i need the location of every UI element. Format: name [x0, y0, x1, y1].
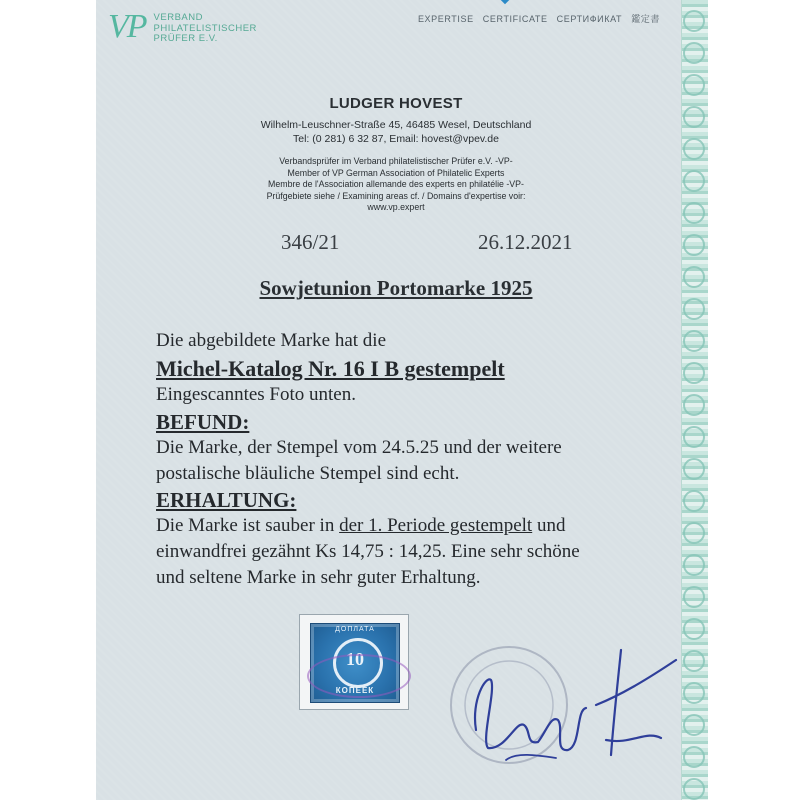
logo-line-1: VERBAND — [153, 12, 203, 23]
membership-block — [96, 156, 696, 214]
guilloche-ring — [683, 682, 705, 704]
subject-title: Sowjetunion Portomarke 1925 — [259, 276, 533, 300]
examiner-address: Wilhelm-Leuschner-Straße 45, 46485 Wesel, Deutschland — [260, 119, 532, 131]
guilloche-ring — [683, 426, 705, 448]
postage-due-stamp — [310, 623, 400, 703]
guilloche-ring — [683, 266, 705, 288]
cancellation-mark — [307, 654, 411, 698]
guilloche-ring — [683, 714, 705, 736]
guilloche-ring — [683, 618, 705, 640]
guilloche-ring — [683, 650, 705, 672]
logo-text — [154, 13, 257, 45]
guilloche-ring — [683, 74, 705, 96]
stamp-photo — [299, 614, 409, 710]
membership-line: Verbandsprüfer im Verband philatelistischer Prüfer e.V. -VP- — [279, 156, 513, 166]
guilloche-ring — [683, 554, 705, 576]
diamond-icon — [501, 0, 509, 4]
guilloche-ring — [683, 298, 705, 320]
certificate-date: 26.12.2021 — [478, 230, 573, 254]
erhaltung-line: einwandfrei gezähnt Ks 14,75 : 14,25. Eine sehr schöne — [156, 541, 580, 562]
guilloche-ring — [683, 490, 705, 512]
erhaltung-period: der 1. Periode gestempelt — [339, 515, 533, 536]
erhaltung-line — [156, 515, 565, 537]
handwritten-signature — [446, 620, 696, 780]
erhaltung-line: und seltene Marke in sehr guter Erhaltung. — [156, 567, 481, 588]
guilloche-ring — [683, 42, 705, 64]
stamp-label-bottom: КОПЕЕК — [335, 686, 375, 695]
guilloche-ring — [683, 746, 705, 768]
guilloche-ring — [683, 234, 705, 256]
examiner-contact: Tel: (0 281) 6 32 87, Email: hovest@vpev.de — [293, 133, 499, 145]
befund-line: Die Marke, der Stempel vom 24.5.25 und der weitere — [156, 437, 562, 458]
website-link[interactable]: www.vp.expert — [367, 202, 425, 213]
intro-text: Die abgebildete Marke hat die — [156, 330, 387, 351]
guilloche-ring — [683, 10, 705, 32]
erhaltung-text: und — [532, 515, 566, 536]
examiner-name: LUDGER HOVEST — [329, 95, 463, 112]
guilloche-ring — [683, 522, 705, 544]
guilloche-border — [681, 0, 708, 800]
catalog-number: Michel-Katalog Nr. 16 I B gestempelt — [156, 356, 505, 381]
guilloche-ring — [683, 106, 705, 128]
stamp-label-top: ДОПЛАТА — [335, 626, 375, 633]
membership-line: Member of VP German Association of Philatelic Experts — [287, 167, 505, 178]
membership-line: Membre de l'Association allemande des experts en philatélie -VP- — [268, 179, 524, 190]
guilloche-ring — [683, 778, 705, 800]
erhaltung-heading: ERHALTUNG: — [156, 488, 297, 512]
vp-logo — [108, 10, 257, 45]
logo-mark: VP — [108, 8, 146, 45]
examiner-block — [96, 95, 696, 146]
stamp-value: 10 — [346, 649, 364, 669]
certificate-page — [96, 0, 708, 800]
logo-line-3: PRÜFER E.V. — [153, 33, 218, 44]
guilloche-ring — [683, 330, 705, 352]
guilloche-ring — [683, 458, 705, 480]
guilloche-ring — [683, 138, 705, 160]
photo-note: Eingescanntes Foto unten. — [156, 384, 356, 405]
guilloche-ring — [683, 586, 705, 608]
logo-line-2: PHILATELISTISCHER — [153, 22, 257, 34]
erhaltung-text: Die Marke ist sauber in — [156, 515, 340, 536]
certificate-types: EXPERTISE CERTIFICATE СЕРТИФИКАТ 鑑定書 — [417, 14, 660, 24]
befund-heading: BEFUND: — [156, 410, 250, 434]
guilloche-ring — [683, 362, 705, 384]
guilloche-ring — [683, 394, 705, 416]
guilloche-ring — [683, 202, 705, 224]
membership-line: Prüfgebiete siehe / Examining areas cf. / Domains d'expertise voir: — [266, 190, 526, 201]
certificate-number: 346/21 — [281, 230, 340, 254]
guilloche-ring — [683, 170, 705, 192]
befund-line: postalische bläuliche Stempel sind echt. — [156, 463, 460, 484]
